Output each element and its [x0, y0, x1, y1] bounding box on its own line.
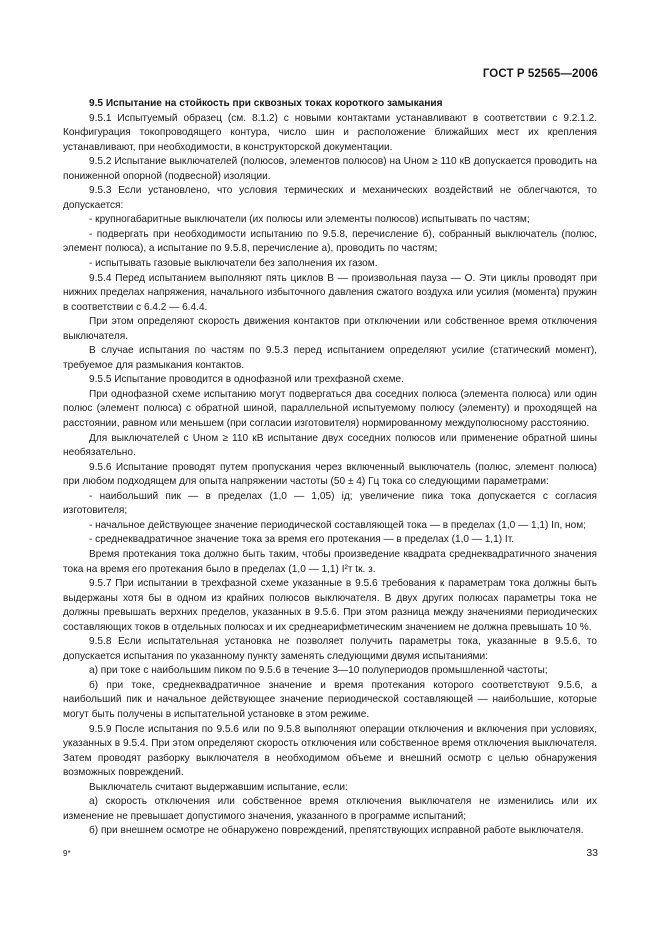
paragraph: В случае испытания по частям по 9.5.3 перед испытанием определяют усилие (статический момент), требуемое для размыкания контактов.: [63, 345, 597, 371]
list-item: - среднеквадратичное значение тока за время его протекания — в пределах (1,0 — 1,1) Iт.: [89, 534, 515, 546]
list-item: б) при внешнем осмотре не обнаружено повреждений, препятствующих исправной работе выключателя.: [89, 825, 584, 837]
standard-designation: ГОСТ Р 52565—2006: [482, 68, 598, 80]
paragraph: Время протекания тока должно быть таким, чтобы произведение квадрата среднеквадратичного значения тока на время его протекания было в пределах (1,0 — 1,1) I²т tк. з.: [63, 548, 597, 575]
paragraph: При этом определяют скорость движения контактов при отключении или собственное время отключения выключателя.: [63, 316, 597, 342]
section-heading: 9.5 Испытание на стойкость при сквозных токах короткого замыкания: [89, 98, 443, 109]
sheet-mark: 9*: [63, 849, 71, 858]
paragraph: При однофазной схеме испытанию могут подвергаться два соседних полюса (элемента полюса) или один полюс (элемент полюса) с обратной шиной, параллельной испытуемому полюсу (элементу) и проходящей на расстоянии, равном или меньшем (при согласии изготовителя) нормированному междуполюсному расстоянию.: [63, 388, 597, 430]
list-item: - подвергать при необходимости испытанию по 9.5.8, перечисление б), собранный выключатель (полюс, элемент полюса), а испытание по 9.5.8, перечисление а), проводить по частям;: [63, 228, 597, 255]
paragraph: 9.5.5 Испытание проводится в однофазной или трехфазной схеме.: [89, 374, 404, 386]
list-item: б) при токе, среднеквадратичное значение и время протекания которого соответствуют 9.5.6, а наибольший пик и начальное действующее значение периодической составляющей — наибольшие, которые могут быть получены в испытательной установке в этом режиме.: [63, 679, 597, 720]
paragraph: 9.5.8 Если испытательная установка не позволяет получить параметры тока, указанные в 9.5.6, то допускается испытания по указанному пункту заменять следующими двумя испытаниями:: [63, 636, 597, 662]
list-item: а) скорость отключения или собственное время отключения выключателя не изменились или их изменение не превышает допустимого значения, указанного в программе испытаний;: [63, 796, 597, 822]
list-item: - начальное действующее значение периодической составляющей тока — в пределах (1,0 — 1,1) Iп, ном;: [89, 519, 586, 531]
list-item: - наибольший пик — в пределах (1,0 — 1,05) iд; увеличение пика тока допускается с согласия изготовителя;: [63, 490, 597, 517]
paragraph: 9.5.1 Испытуемый образец (см. 8.1.2) с новыми контактами устанавливают в соответствии с 9.2.1.2. Конфигурация токопроводящего контура, число шин и расположение ближайших мест их крепления устанавливают, при необходимости, в конструкторской документации.: [63, 112, 597, 153]
paragraph: 9.5.2 Испытание выключателей (полюсов, элементов полюсов) на Uном ≥ 110 кВ допускается проводить на пониженной опорной (подвесной) изоляции.: [63, 156, 597, 182]
paragraph: 9.5.3 Если установлено, что условия термических и механических воздействий не облегчаются, то допускается:: [63, 185, 597, 211]
paragraph: 9.5.4 Перед испытанием выполняют пять циклов В — произвольная пауза — О. Эти циклы проводят при нижних пределах напряжения, начального избыточного давления сжатого воздуха или усилия (момента) пружин в соответствии с 6.4.2 — 6.4.4.: [63, 272, 597, 313]
document-body: [63, 97, 597, 839]
list-item: - испытывать газовые выключатели без заполнения их газом.: [89, 258, 378, 270]
paragraph: Для выключателей с Uном ≥ 110 кВ испытание двух соседних полюсов или применение обратной шины необязательно.: [63, 432, 597, 459]
paragraph: 9.5.7 При испытании в трехфазной схеме указанные в 9.5.6 требования к параметрам тока должны быть выдержаны хотя бы в одном из крайних полюсов выключателя. В двух других полюсах параметры тока не должны превышать верхних пределов, указанных в 9.5.6. При этом разница между значениями периодических составляющих токов в отдельных полюсах и их среднеарифметическим значением не должна превышать 10 %.: [63, 578, 597, 633]
paragraph: Выключатель считают выдержавшим испытание, если:: [89, 781, 348, 793]
list-item: - крупногабаритные выключатели (их полюсы или элементы полюсов) испытывать по частям;: [89, 214, 530, 226]
list-item: а) при токе с наибольшим пиком по 9.5.6 в течение 3—10 полупериодов промышленной частоты;: [89, 665, 548, 677]
paragraph: 9.5.9 После испытания по 9.5.6 или по 9.5.8 выполняют операции отключения и включения при условиях, указанных в 9.5.4. При этом определяют скорость отключения или собственное время отключения выключателя. Затем проводят разборку выключателя в необходимом объеме и внешний осмотр с целью обнаружения возможных повреждений.: [63, 723, 597, 779]
page-number: 33: [586, 847, 598, 859]
paragraph: 9.5.6 Испытание проводят путем пропускания через включенный выключатель (полюс, элемент полюса) при любом подходящем для опыта напряжении частоты (50 ± 4) Гц тока со следующими параметрами:: [63, 461, 597, 488]
